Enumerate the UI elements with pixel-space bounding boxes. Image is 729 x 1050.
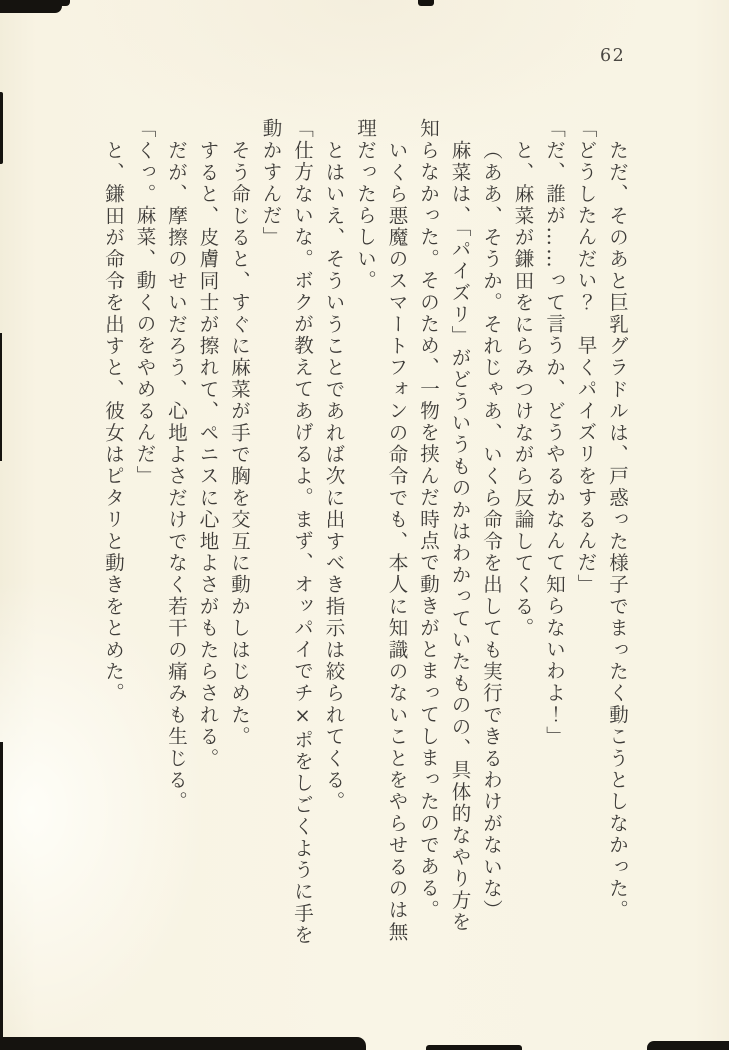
- scan-artifact: [58, 0, 70, 6]
- scan-artifact: [426, 1045, 522, 1050]
- text-column: 理だったらしい。: [354, 118, 377, 292]
- text-column: 動かすんだ」: [259, 118, 283, 249]
- text-column: 「仕方ないな。ボクが教えてあげるよ。まず、オッパイでチ×ポをしごくように手を: [291, 118, 314, 947]
- scan-artifact: [0, 0, 62, 13]
- body-text: [98, 118, 634, 1003]
- text-column: 「どうしたんだい？ 早くパイズリをするんだ」: [574, 118, 598, 596]
- scan-artifact: [0, 333, 2, 461]
- scan-artifact: [0, 1037, 366, 1050]
- text-column: だが、摩擦のせいだろう、心地よさだけでなく若干の痛みも生じる。: [165, 139, 188, 813]
- scan-artifact: [0, 742, 3, 1050]
- text-column: とはいえ、そういうことであれば次に出すべき指示は絞られてくる。: [322, 139, 346, 813]
- text-column: すると、皮膚同士が擦れて、ペニスに心地よさがもたらされる。: [196, 139, 220, 769]
- scan-artifact: [0, 92, 3, 164]
- text-column: そう命じると、すぐに麻菜が手で胸を交互に動かしはじめた。: [228, 139, 251, 748]
- text-column: と、鎌田が命令を出すと、彼女はピタリと動きをとめた。: [102, 139, 125, 704]
- text-column: 知らなかった。そのため、一物を挟んだ時点で動きがとまってしまったのである。: [417, 118, 440, 921]
- text-column: いくら悪魔のスマートフォンの命令でも、本人に知識のないことをやらせるのは無: [385, 139, 409, 943]
- text-column: と、麻菜が鎌田をにらみつけながら反論してくる。: [511, 139, 535, 639]
- page-number: 62: [600, 46, 626, 66]
- text-column: 麻菜は、「パイズリ」がどういうものかはわかっていたものの、具体的なやり方を: [448, 139, 472, 933]
- text-column: 「だ、誰が……って言うか、どうやるかなんて知らないわよ！」: [543, 118, 566, 748]
- text-column: （ああ、そうか。それじゃあ、いくら命令を出しても実行できるわけがないな）: [480, 139, 503, 921]
- scan-artifact: [418, 0, 434, 6]
- scan-artifact: [647, 1041, 729, 1050]
- text-column: ただ、そのあと巨乳グラドルは、戸惑った様子でまったく動こうとしなかった。: [606, 139, 629, 921]
- text-column: 「くっ。麻菜、動くのをやめるんだ」: [133, 118, 157, 487]
